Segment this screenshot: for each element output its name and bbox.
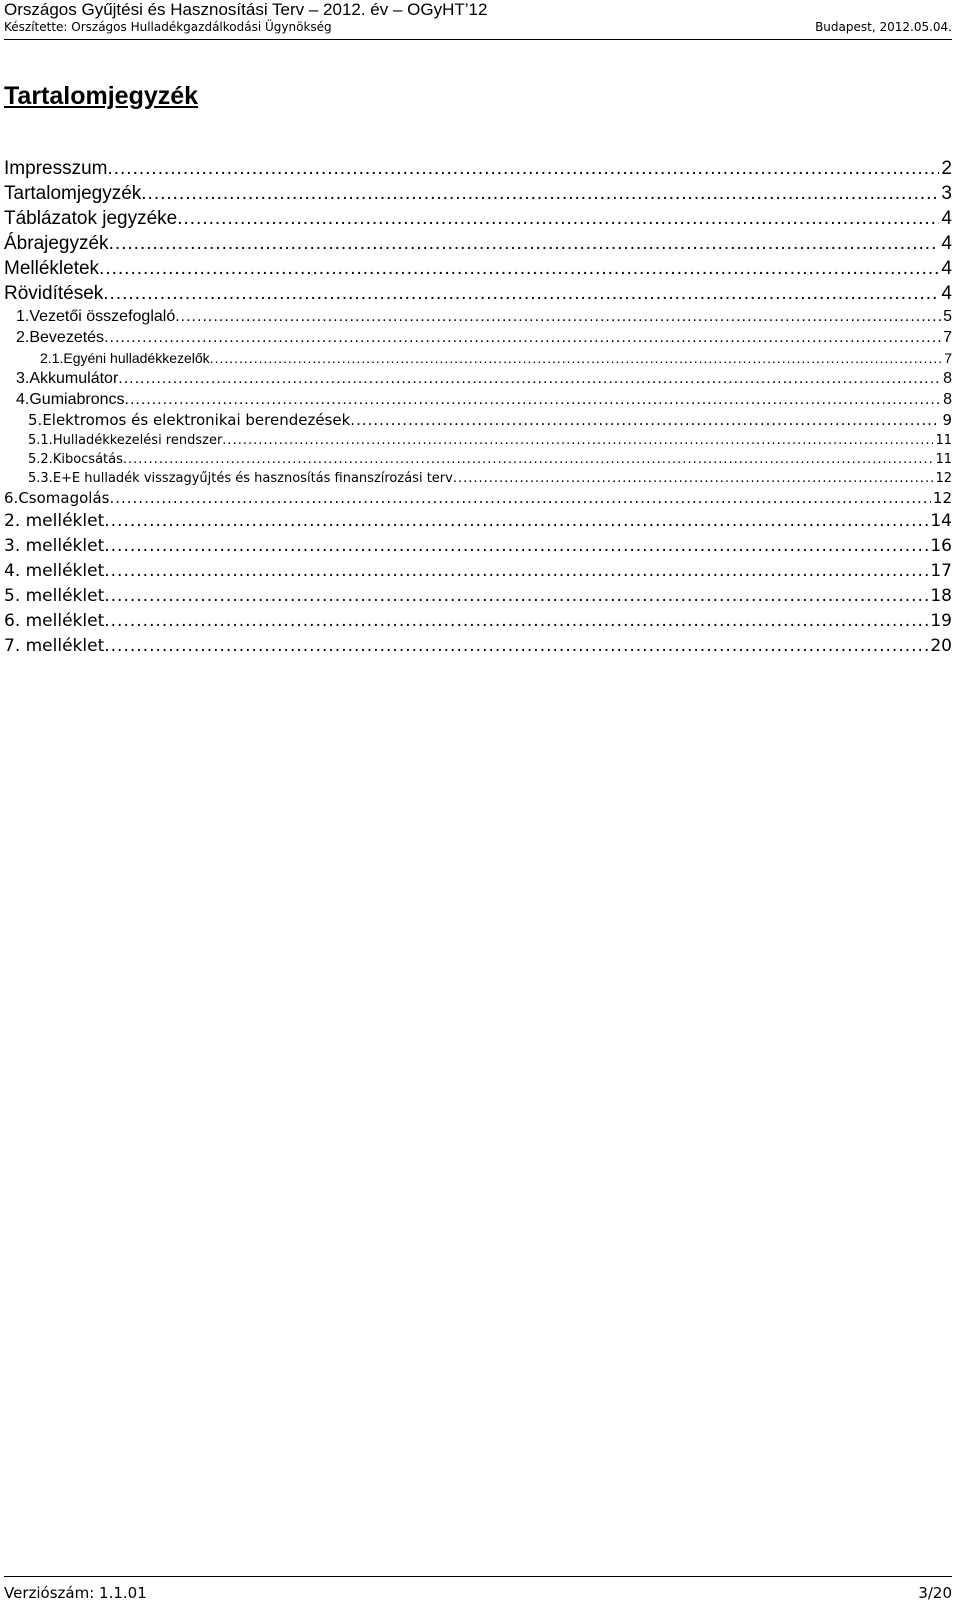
toc-entry-title: Hulladékkezelési rendszer — [52, 433, 223, 448]
toc-entry-page: 11 — [935, 433, 952, 448]
toc-entry-number: 5.2. — [28, 452, 53, 467]
toc-entry-title: Gumiabroncs — [29, 391, 125, 408]
toc-leader-dots — [104, 634, 928, 659]
toc-entry-page: 2 — [941, 158, 952, 179]
toc-entry-number: 4. — [16, 391, 30, 408]
toc-leader-dots — [107, 156, 939, 181]
toc-leader-dots — [210, 348, 943, 368]
toc-entry-annex-5[interactable] — [4, 584, 952, 609]
toc-leader-dots — [104, 609, 928, 634]
toc-leader-dots — [453, 469, 934, 488]
toc-entry-page: 7 — [943, 329, 952, 346]
toc-entry-section-2[interactable] — [4, 327, 952, 348]
toc-entry-page: 4 — [941, 258, 952, 279]
toc-entry-impresszum[interactable] — [4, 156, 952, 181]
toc-entry-page: 4 — [941, 283, 952, 304]
page-number: 3/20 — [918, 1584, 952, 1602]
place-date: Budapest, 2012.05.04. — [815, 20, 952, 34]
toc-leader-dots — [109, 488, 930, 509]
toc-entry-page: 4 — [941, 233, 952, 254]
toc-entry-title: Ábrajegyzék — [4, 233, 109, 254]
version-label: Verziószám: 1.1.01 — [4, 1584, 147, 1602]
toc-entry-title: Impresszum — [4, 158, 108, 179]
toc-entry-annex-4[interactable] — [4, 559, 952, 584]
toc-entry-page: 4 — [941, 208, 952, 229]
toc-entry-page: 5 — [943, 308, 952, 325]
toc-entry-number: 5.3. — [28, 471, 53, 486]
toc-entry-number: 5.1. — [28, 433, 53, 448]
toc-entry-page: 3 — [941, 183, 952, 204]
toc-leader-dots — [175, 306, 941, 327]
toc-entry-section-5[interactable] — [4, 410, 952, 431]
document-title: Országos Gyűjtési és Hasznosítási Terv – 2012. év – OGyHT’12 — [4, 0, 488, 19]
toc-entry-title: 5. melléklet — [4, 586, 105, 606]
toc-entry-page: 9 — [942, 411, 952, 429]
toc-entry-tablazatok[interactable] — [4, 206, 952, 231]
toc-leader-dots — [125, 389, 942, 410]
toc-leader-dots — [104, 509, 928, 534]
toc-entry-roviditesek[interactable] — [4, 281, 952, 306]
toc-entry-number: 3. — [16, 370, 30, 387]
toc-entry-page: 11 — [935, 452, 952, 467]
toc-leader-dots — [141, 181, 939, 206]
toc-entry-title: E+E hulladék visszagyűjtés és hasznosítás finanszírozási terv — [52, 471, 453, 486]
toc-entry-section-5-3[interactable] — [4, 469, 952, 488]
toc-entry-title: 2. melléklet — [4, 511, 105, 531]
toc-entry-number: 2. — [16, 329, 30, 346]
toc-entry-title: 6. melléklet — [4, 611, 105, 631]
toc-entry-section-5-2[interactable] — [4, 450, 952, 469]
toc-entry-title: Vezetői összefoglaló — [29, 308, 176, 325]
toc-entry-title: Mellékletek — [4, 258, 100, 279]
toc-entry-title: Egyéni hulladékkezelők — [63, 350, 210, 366]
toc-entry-page: 18 — [930, 586, 952, 606]
toc-entry-page: 14 — [930, 511, 952, 531]
toc-entry-section-3[interactable] — [4, 368, 952, 389]
toc-entry-page: 12 — [935, 471, 952, 486]
toc-leader-dots — [104, 559, 928, 584]
toc-entry-page: 7 — [944, 350, 952, 366]
toc-entry-number: 1. — [16, 308, 30, 325]
toc-entry-section-5-1[interactable] — [4, 431, 952, 450]
toc-leader-dots — [104, 584, 928, 609]
toc-leader-dots — [123, 450, 934, 469]
toc-entry-title: Táblázatok jegyzéke — [4, 208, 178, 229]
toc-entry-page: 19 — [930, 611, 952, 631]
toc-entry-page: 8 — [943, 370, 952, 387]
toc-leader-dots — [104, 327, 941, 348]
toc-leader-dots — [103, 281, 939, 306]
toc-entry-title: Tartalomjegyzék — [4, 183, 142, 204]
toc-entry-page: 16 — [930, 536, 952, 556]
toc-entry-number: 6. — [4, 489, 19, 507]
toc-entry-section-1[interactable] — [4, 306, 952, 327]
toc-entry-page: 17 — [930, 561, 952, 581]
table-of-contents — [4, 156, 952, 659]
toc-entry-page: 8 — [943, 391, 952, 408]
toc-leader-dots — [104, 534, 928, 559]
toc-entry-number: 5. — [28, 411, 43, 429]
toc-entry-annex-2[interactable] — [4, 509, 952, 534]
toc-entry-mellekletek[interactable] — [4, 256, 952, 281]
toc-entry-title: 4. melléklet — [4, 561, 105, 581]
toc-entry-page: 20 — [930, 636, 952, 656]
toc-leader-dots — [222, 431, 933, 450]
toc-leader-dots — [350, 410, 940, 431]
toc-entry-title: Elektromos és elektronikai berendezések — [42, 411, 351, 429]
page-footer — [4, 1576, 952, 1603]
author-line: Készítette: Országos Hulladékgazdálkodási Ügynökség — [4, 20, 332, 34]
toc-entry-title: Csomagolás — [18, 489, 110, 507]
toc-entry-title: Akkumulátor — [29, 370, 119, 387]
toc-entry-section-6[interactable] — [4, 488, 952, 509]
toc-entry-section-4[interactable] — [4, 389, 952, 410]
toc-entry-page: 12 — [932, 489, 952, 507]
toc-entry-section-2-1[interactable] — [4, 348, 952, 368]
toc-entry-title: 3. melléklet — [4, 536, 105, 556]
header-meta-row — [4, 19, 952, 36]
page-header — [4, 0, 952, 40]
toc-entry-abrajegyzek[interactable] — [4, 231, 952, 256]
toc-leader-dots — [109, 231, 940, 256]
toc-entry-annex-3[interactable] — [4, 534, 952, 559]
toc-entry-tartalomjegyzek[interactable] — [4, 181, 952, 206]
toc-heading: Tartalomjegyzék — [4, 82, 199, 110]
toc-entry-number: 2.1. — [40, 350, 64, 366]
toc-leader-dots — [118, 368, 941, 389]
toc-leader-dots — [99, 256, 939, 281]
toc-entry-title: 7. melléklet — [4, 636, 105, 656]
toc-entry-title: Rövidítések — [4, 283, 104, 304]
toc-entry-title: Bevezetés — [29, 329, 105, 346]
toc-entry-annex-7[interactable] — [4, 634, 952, 659]
toc-entry-annex-6[interactable] — [4, 609, 952, 634]
toc-leader-dots — [177, 206, 939, 231]
toc-entry-title: Kibocsátás — [52, 452, 123, 467]
